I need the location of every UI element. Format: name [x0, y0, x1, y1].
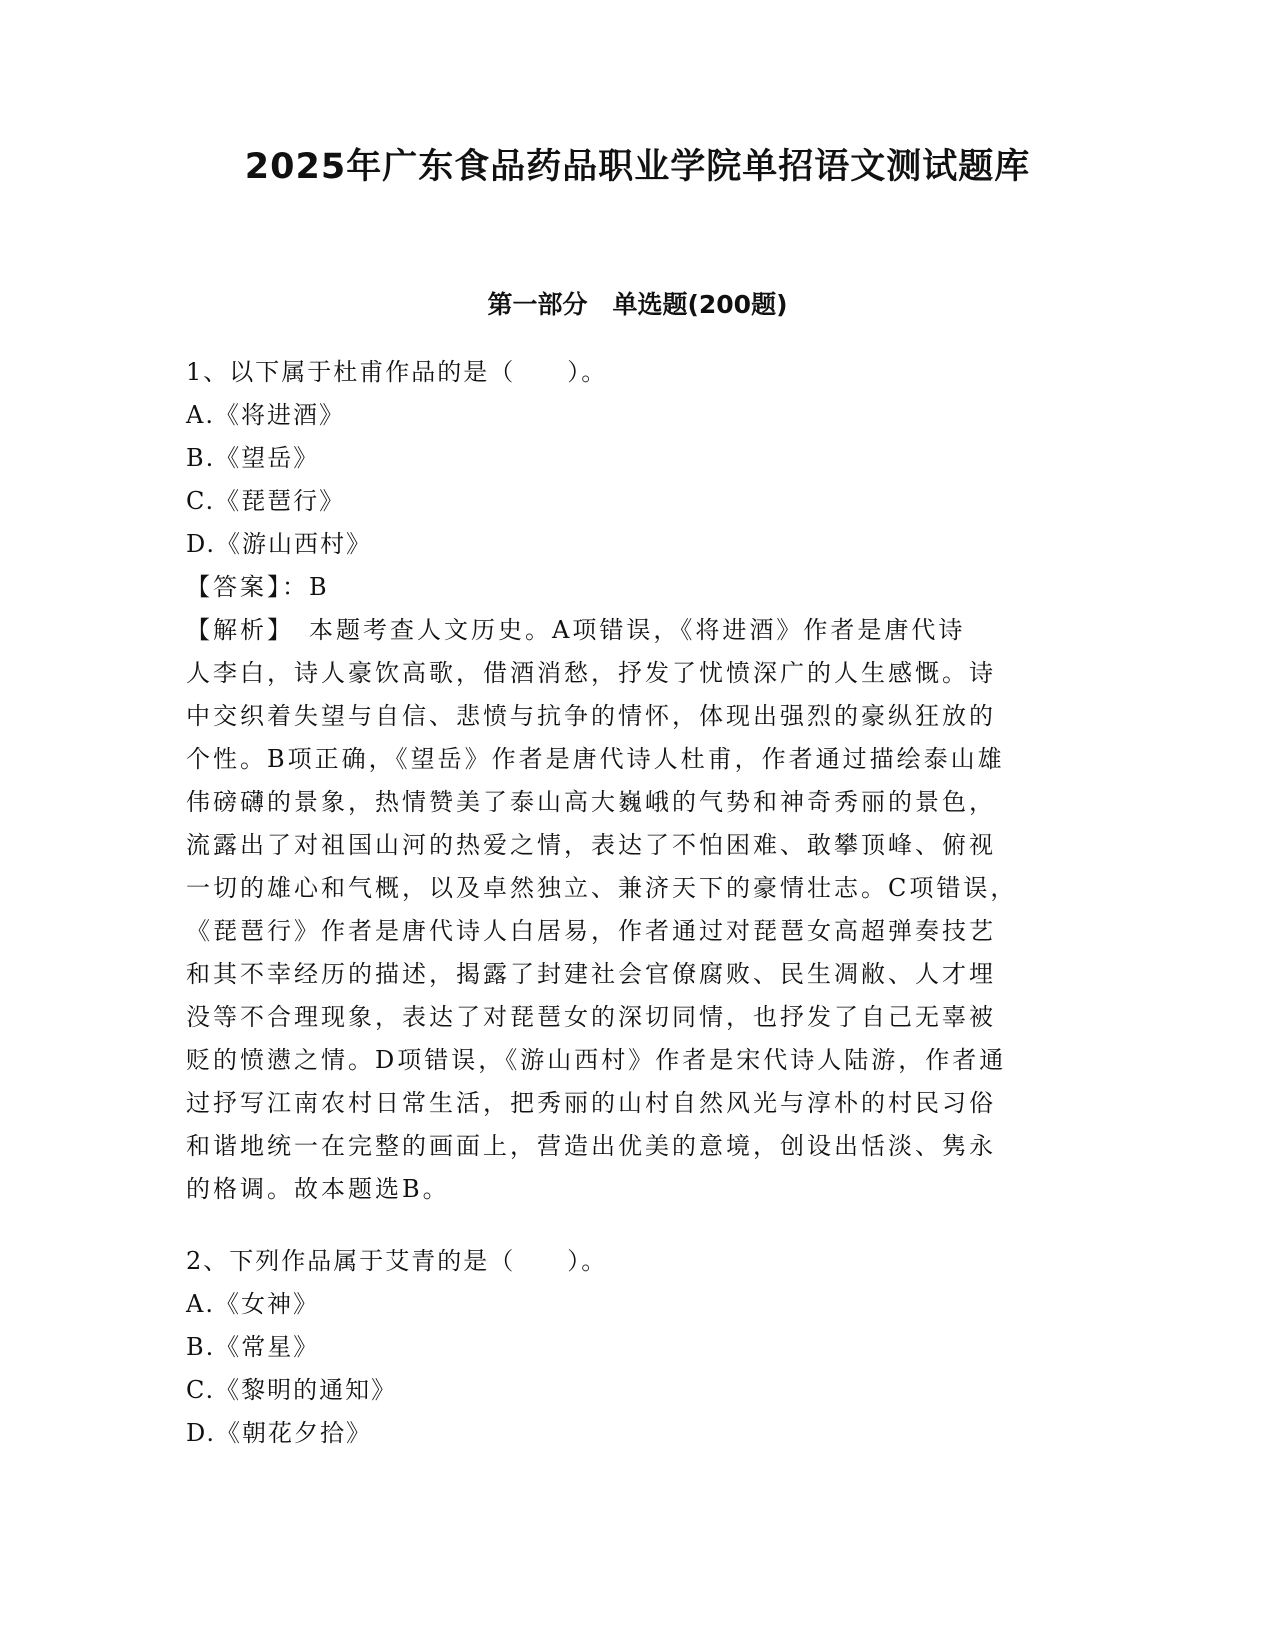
explanation-line: 贬的愤懑之情。D项错误，《游山西村》作者是宋代诗人陆游，作者通 [186, 1046, 1007, 1074]
explanation-line: 流露出了对祖国山河的热爱之情，表达了不怕困难、敢攀顶峰、俯视 [186, 831, 996, 859]
section-heading: 第一部分 单选题(200题) [487, 290, 788, 319]
explanation-line: 过抒写江南农村日常生活，把秀丽的山村自然风光与淳朴的村民习俗 [186, 1089, 996, 1117]
explanation-line: 一切的雄心和气概，以及卓然独立、兼济天下的豪情壮志。C项错误， [186, 874, 1018, 902]
question-2 [186, 1240, 1086, 1455]
explanation-line: 中交织着失望与自信、悲愤与抗争的情怀，体现出强烈的豪纵狂放的 [186, 702, 996, 730]
option-c: C.《黎明的通知》 [186, 1376, 398, 1404]
option-b: B.《常星》 [186, 1333, 320, 1361]
explanation-line: 和其不幸经历的描述，揭露了封建社会官僚腐败、民生凋敝、人才埋 [186, 960, 996, 988]
explanation-line: 的格调。故本题选B。 [186, 1175, 450, 1203]
question-1 [186, 351, 1086, 1211]
question-stem: 2、下列作品属于艾青的是（ ）。 [186, 1247, 608, 1275]
option-d: D.《朝花夕拾》 [186, 1419, 373, 1447]
question-stem: 1、以下属于杜甫作品的是（ ）。 [186, 358, 608, 386]
explanation-line: 【解析】 本题考查人文历史。A项错误，《将进酒》作者是唐代诗 [186, 616, 966, 644]
explanation-line: 和谐地统一在完整的画面上，营造出优美的意境，创设出恬淡、隽永 [186, 1132, 996, 1160]
option-a: A.《将进酒》 [186, 401, 345, 429]
explanation [186, 609, 1086, 1211]
document-title: 2025年广东食品药品职业学院单招语文测试题库 [244, 147, 1031, 187]
explanation-line: 《琵琶行》作者是唐代诗人白居易，作者通过对琵琶女高超弹奏技艺 [186, 917, 996, 945]
option-a: A.《女神》 [186, 1290, 319, 1318]
option-d: D.《游山西村》 [186, 530, 373, 558]
explanation-line: 人李白，诗人豪饮高歌，借酒消愁，抒发了忧愤深广的人生感慨。诗 [186, 659, 996, 687]
answer-line: 【答案】：B [186, 573, 330, 601]
option-c: C.《琵琶行》 [186, 487, 346, 515]
option-b: B.《望岳》 [186, 444, 320, 472]
explanation-line: 个性。B项正确，《望岳》作者是唐代诗人杜甫，作者通过描绘泰山雄 [186, 745, 1005, 773]
explanation-line: 没等不合理现象，表达了对琵琶女的深切同情，也抒发了自己无辜被 [186, 1003, 996, 1031]
explanation-line: 伟磅礴的景象，热情赞美了泰山高大巍峨的气势和神奇秀丽的景色， [186, 788, 996, 816]
